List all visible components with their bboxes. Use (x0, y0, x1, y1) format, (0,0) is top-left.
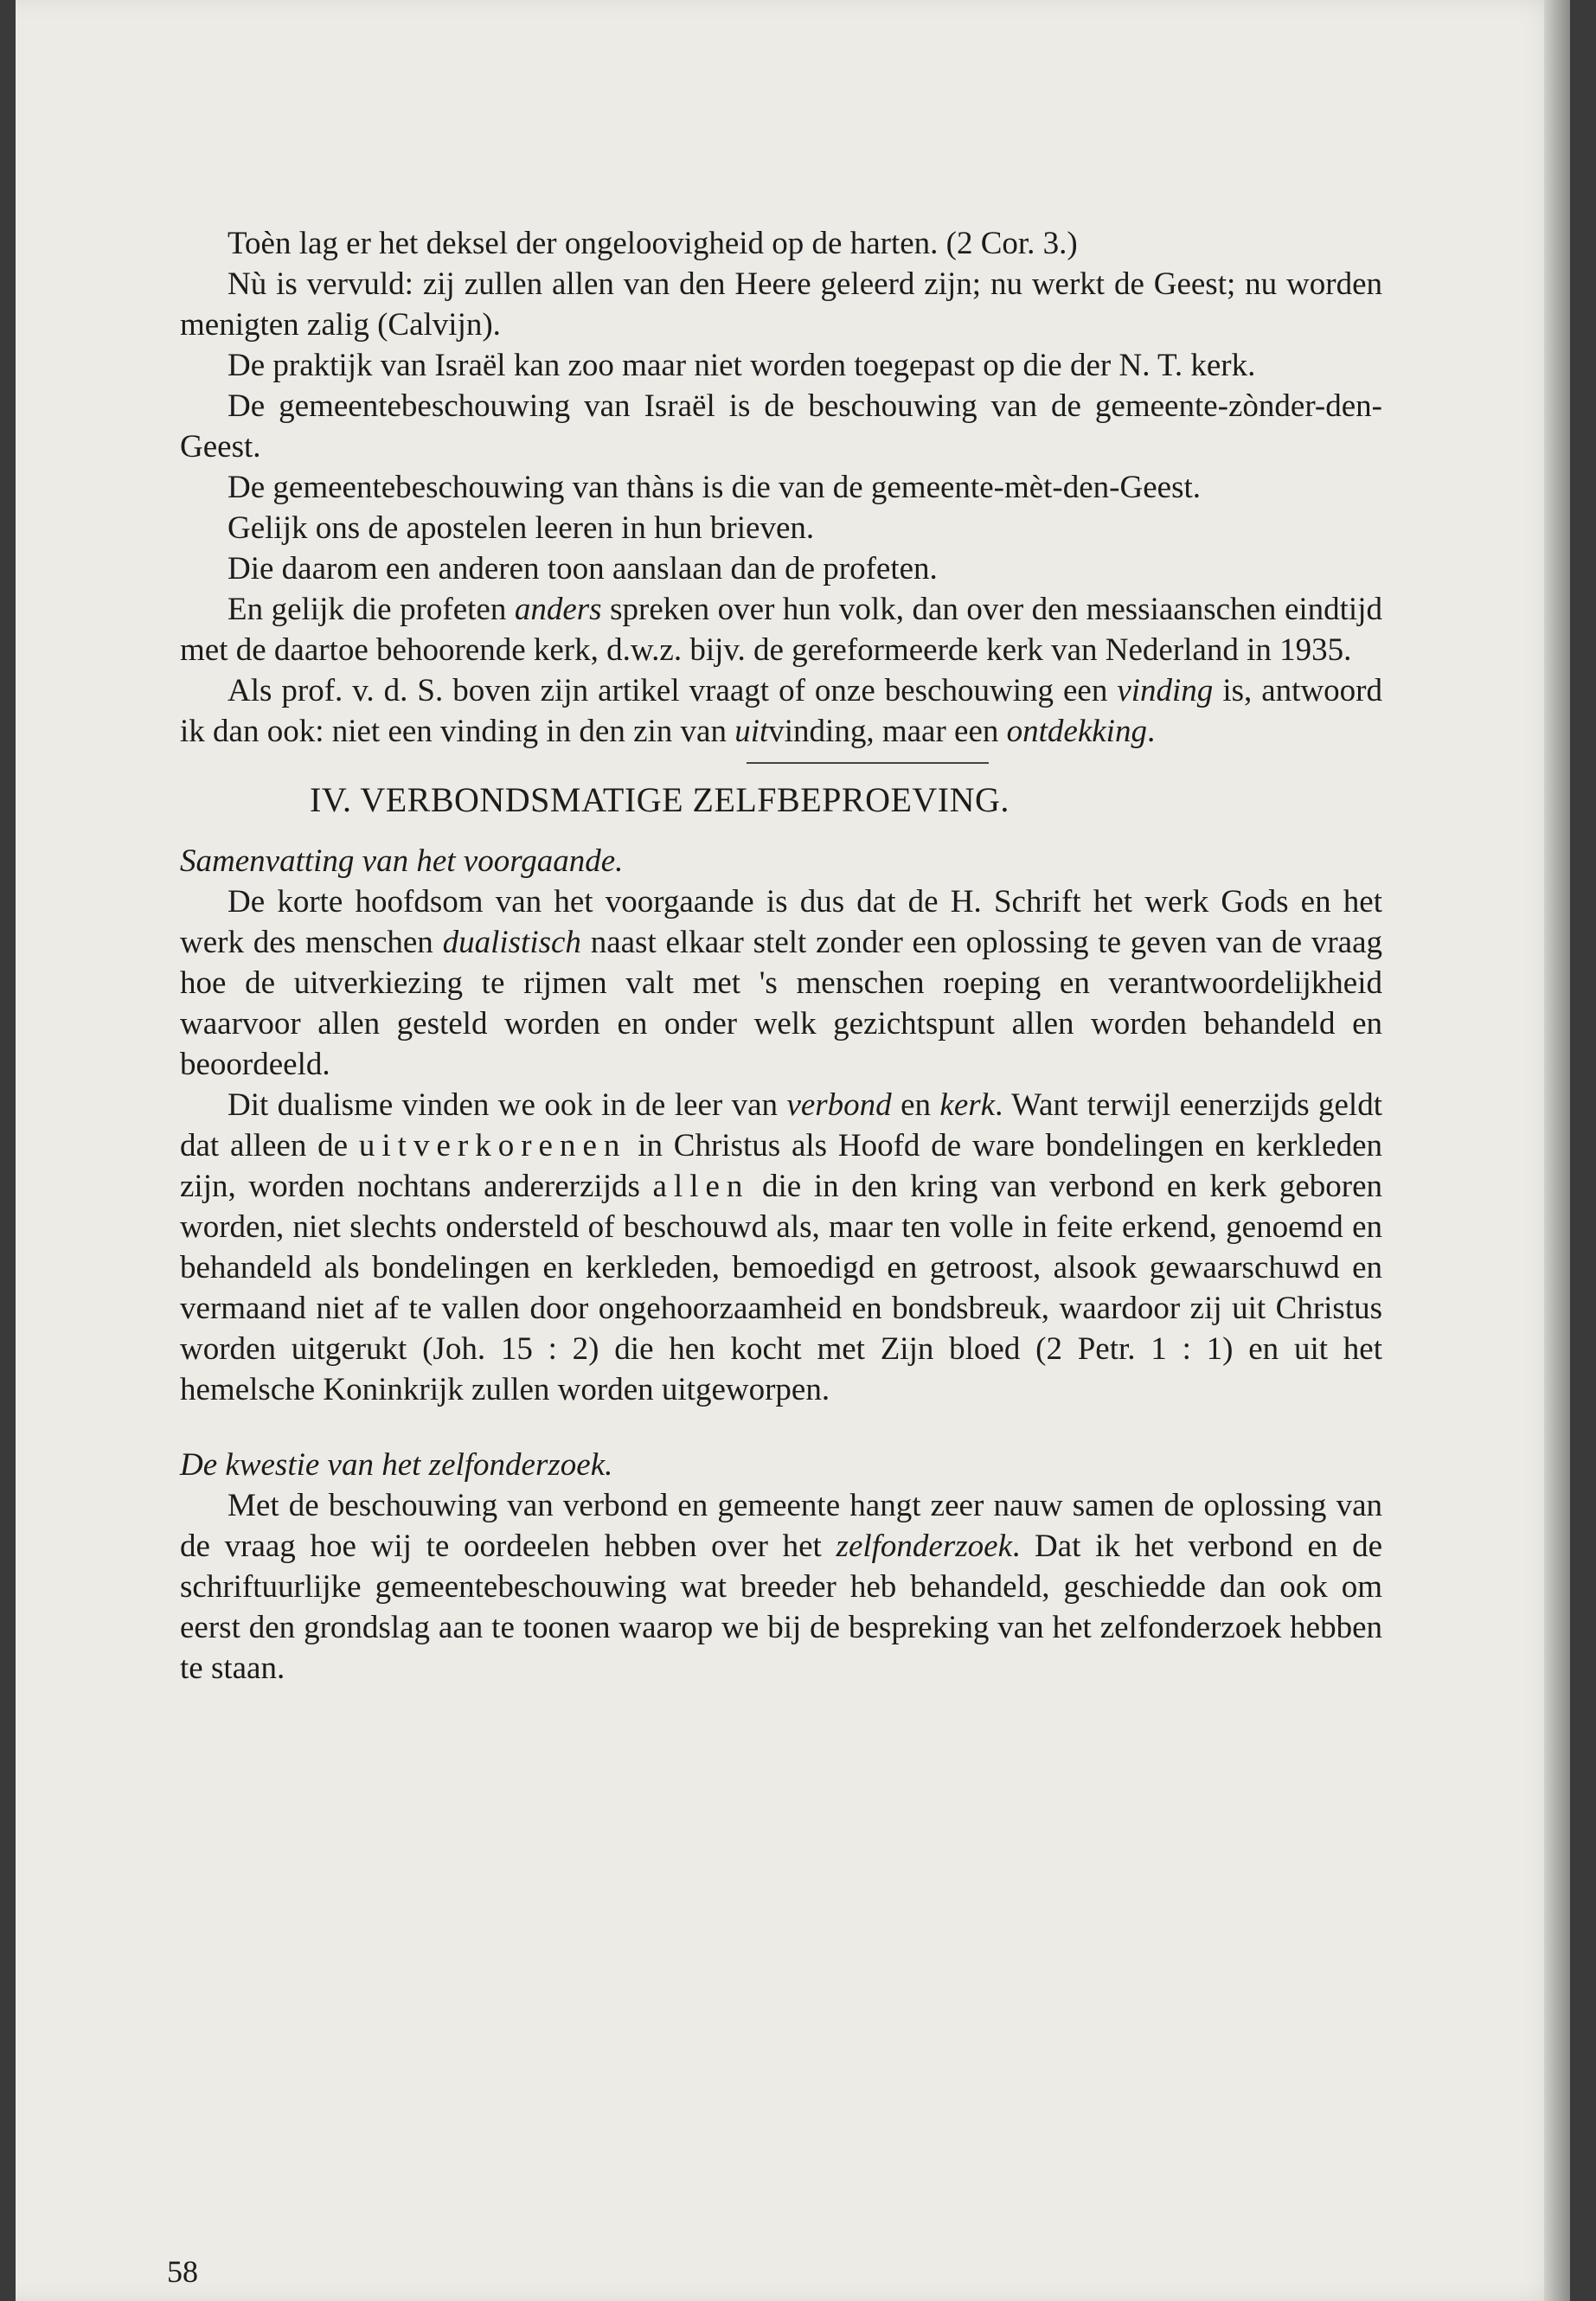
section-heading: IV. VERBONDSMATIGE ZELFBEPROEVING. (310, 780, 1010, 819)
page-text (180, 223, 1382, 1689)
paragraph: De gemeentebeschouwing van Israël is de beschouwing van de gemeente-zònder-den-Geest. (180, 388, 1382, 465)
paragraph: Gelijk ons de apostelen leeren in hun brieven. (228, 510, 815, 546)
section-divider (747, 762, 989, 764)
paragraph: Nù is vervuld: zij zullen allen van den Heere geleerd zijn; nu werkt de Geest; nu worden menigten zalig (Calvijn). (180, 266, 1382, 343)
paragraph: Die daarom een anderen toon aanslaan dan de profeten. (228, 551, 938, 586)
book-page (16, 0, 1570, 2301)
paragraph: De praktijk van Israël kan zoo maar niet worden toegepast op die der N. T. kerk. (228, 348, 1256, 383)
paragraph: De gemeentebeschouwing van thàns is die van de gemeente-mèt-den-Geest. (228, 470, 1201, 505)
paragraph: Toèn lag er het deksel der ongeloovigheid op de harten. (2 Cor. 3.) (228, 226, 1078, 261)
subheading-summary: Samenvatting van het voorgaande. (180, 843, 624, 879)
paragraph-prophets: En gelijk die profeten anders spreken over hun volk, dan over den messiaanschen eindtijd met de daartoe behoorende kerk, d.w.z. bijv. de gereformeerde kerk van Nederland in 1935. (180, 592, 1382, 668)
page-edge-shadow (1544, 0, 1570, 2301)
paragraph-final: Met de beschouwing van verbond en gemeente hangt zeer nauw samen de oplossing van de vraag hoe wij te oordeelen hebben over het zelfonderzoek. Dat ik het verbond en de schriftuurlijke gemeentebeschouwing wat breeder heb behandeld, geschiedde dan ook om eerst den grondslag aan te toonen waarop we bij de bespreking van het zelfonderzoek hebben te staan. (180, 1488, 1382, 1686)
page-number: 58 (167, 2254, 198, 2289)
paragraph-summary: De korte hoofdsom van het voorgaande is dus dat de H. Schrift het werk Gods en het werk des menschen dualistisch naast elkaar stelt zonder een oplossing te geven van de vraag hoe de uitverkiezing te rijmen valt met 's menschen roeping en verantwoordelijkheid waarvoor allen gesteld worden en onder welk gezichtspunt allen worden behandeld en beoordeeld. (180, 884, 1382, 1082)
paragraph-vinding: Als prof. v. d. S. boven zijn artikel vraagt of onze beschouwing een vinding is, antwoord ik dan ook: niet een vinding in den zin van uitvinding, maar een ontdekking. (180, 673, 1382, 749)
paragraph-dualism: Dit dualisme vinden we ook in de leer van verbond en kerk. Want terwijl eenerzijds geldt dat alleen de uitverkorenen in Christus als Hoofd de ware bondelingen en kerkleden zijn, worden nochtans andererzijds allen die in den kring van verbond en kerk geboren worden, niet slechts ondersteld of beschouwd als, maar ten volle in feite erkend, genoemd en behandeld als bondelingen en kerkleden, bemoedigd en getroost, alsook gewaarschuwd en vermaand niet af te vallen door ongehoorzaamheid en bondsbreuk, waardoor zij uit Christus worden uitgerukt (Joh. 15 : 2) die hen kocht met Zijn bloed (2 Petr. 1 : 1) en uit het hemelsche Koninkrijk zullen worden uitgeworpen. (180, 1087, 1382, 1407)
subheading-self-examination: De kwestie van het zelfonderzoek. (180, 1447, 613, 1483)
